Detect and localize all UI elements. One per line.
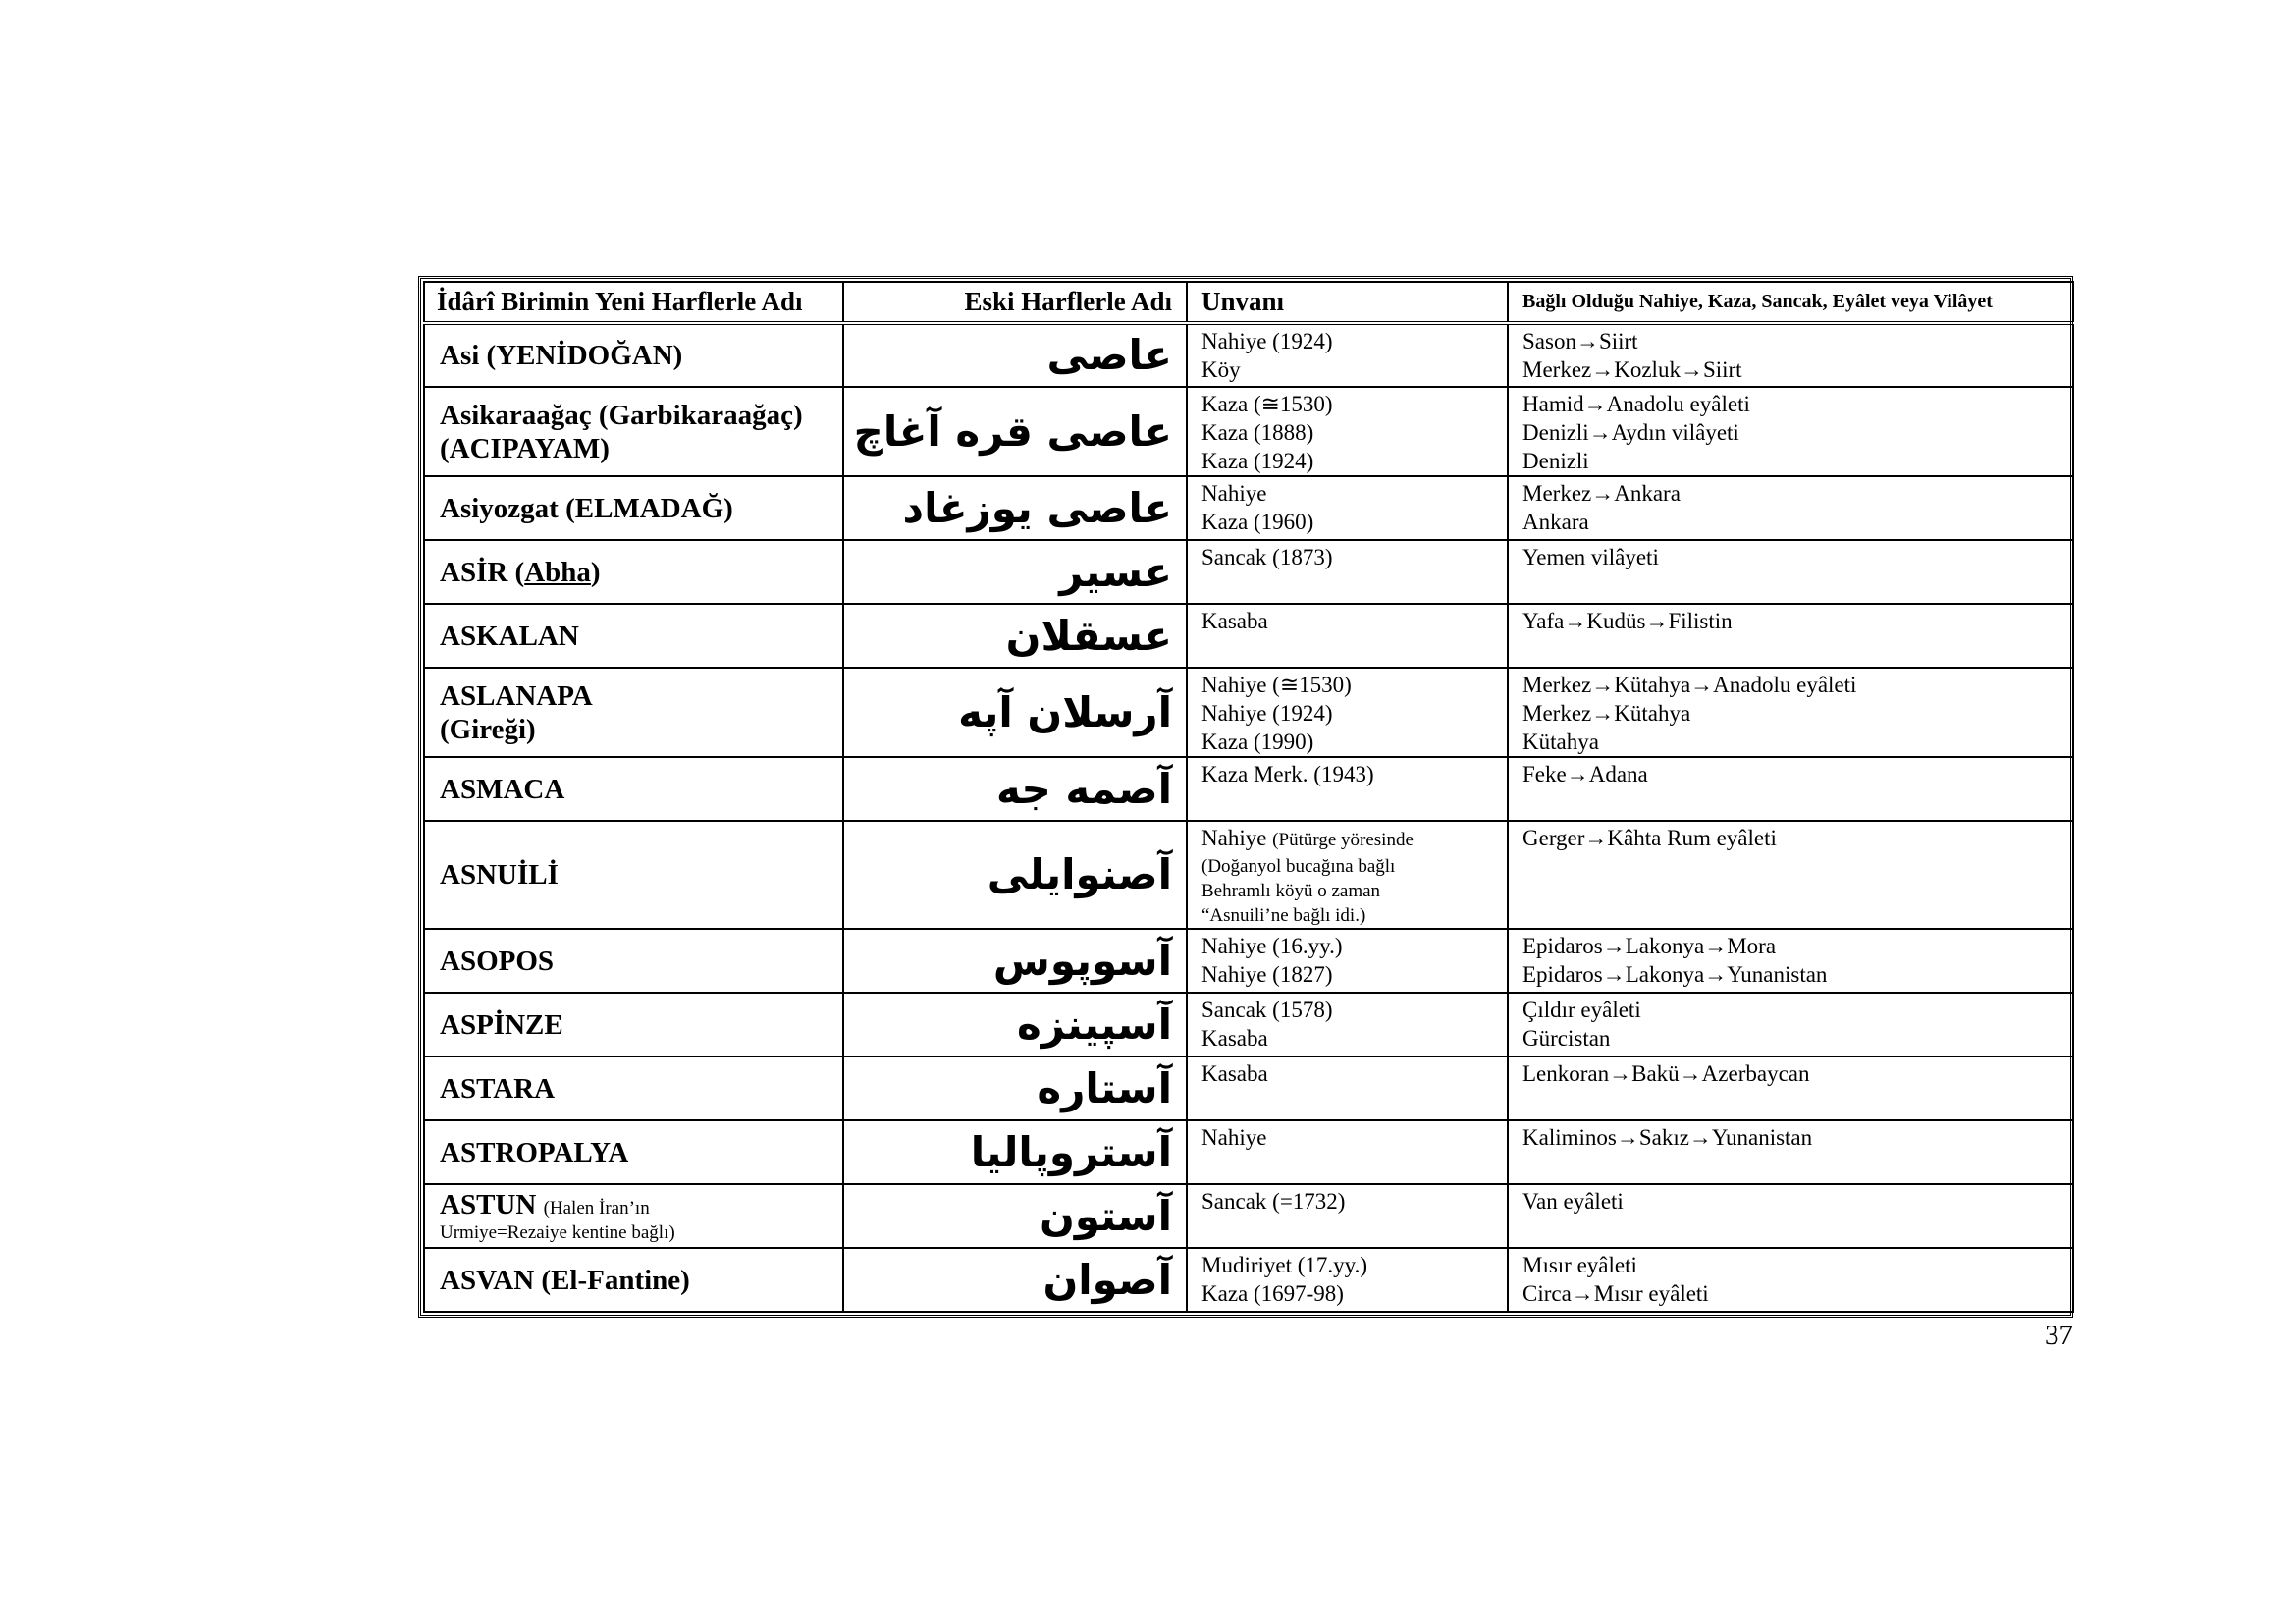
table-row xyxy=(424,993,2073,1056)
unit-affiliation-line: Sason→Siirt xyxy=(1522,329,1638,353)
unit-affiliation-line: Lenkoran→Bakü→Azerbaycan xyxy=(1522,1061,1810,1086)
unit-affiliation-line: Kaliminos→Sakız→Yunanistan xyxy=(1522,1125,1813,1150)
unit-title xyxy=(1187,387,1508,476)
unit-title xyxy=(1187,668,1508,757)
unit-name: ASVAN (El-Fantine) xyxy=(424,1248,843,1312)
unit-affiliation xyxy=(1508,821,2073,929)
unit-affiliation xyxy=(1508,604,2073,668)
unit-affiliation-line: Epidaros→Lakonya→Yunanistan xyxy=(1522,962,1828,987)
unit-title-line: Kaza (1924) xyxy=(1201,449,1314,473)
unit-title xyxy=(1187,1120,1508,1184)
unit-affiliation-line: Denizli→Aydın vilâyeti xyxy=(1522,420,1739,445)
unit-title-line: Nahiye (1924) xyxy=(1201,701,1333,726)
table-row xyxy=(424,668,2073,757)
unit-name xyxy=(424,540,843,604)
unit-affiliation xyxy=(1508,387,2073,476)
unit-name-underlined: Abha xyxy=(524,556,591,588)
unit-affiliation xyxy=(1508,993,2073,1056)
table-row xyxy=(424,821,2073,929)
unit-title-line: Kasaba xyxy=(1201,1026,1268,1051)
unit-affiliation-line: Kütahya xyxy=(1522,730,1599,754)
unit-title-note: “Asnuili’ne bağlı idi.) xyxy=(1201,905,1366,926)
unit-name: Asiyozgat (ELMADAĞ) xyxy=(424,476,843,540)
unit-name-note: (Halen İran’ın xyxy=(543,1197,650,1218)
unit-title-line: Sancak (1578) xyxy=(1201,998,1333,1022)
unit-affiliation xyxy=(1508,323,2073,387)
administrative-units-table-frame xyxy=(418,276,2073,1318)
unit-name: ASTROPALYA xyxy=(424,1120,843,1184)
unit-arabic-name: عسقلان xyxy=(843,604,1187,668)
unit-arabic-name: آسوپوس xyxy=(843,929,1187,993)
table-row xyxy=(424,929,2073,993)
unit-title-line: Sancak (=1732) xyxy=(1201,1189,1346,1214)
unit-name-note: Urmiye=Rezaiye kentine bağlı) xyxy=(440,1221,675,1243)
unit-name: ASOPOS xyxy=(424,929,843,993)
unit-affiliation-line: Ankara xyxy=(1522,510,1589,534)
unit-title-line: Sancak (1873) xyxy=(1201,545,1333,569)
unit-affiliation xyxy=(1508,1184,2073,1248)
unit-affiliation xyxy=(1508,929,2073,993)
unit-title-line: Mudiriyet (17.yy.) xyxy=(1201,1253,1368,1277)
unit-affiliation-line: Hamid→Anadolu eyâleti xyxy=(1522,392,1750,416)
unit-name-main: ASTUN xyxy=(440,1188,537,1220)
header-title: Unvanı xyxy=(1187,282,1508,323)
unit-title xyxy=(1187,476,1508,540)
unit-title xyxy=(1187,1056,1508,1120)
unit-name xyxy=(424,1184,843,1248)
unit-affiliation-line: Feke→Adana xyxy=(1522,762,1648,786)
unit-title-line: Nahiye (16.yy.) xyxy=(1201,934,1343,958)
unit-affiliation xyxy=(1508,757,2073,821)
unit-name: ASNUİLİ xyxy=(424,821,843,929)
unit-affiliation-line: Merkez→Kütahya xyxy=(1522,701,1691,726)
unit-title xyxy=(1187,993,1508,1056)
unit-title-line: Köy xyxy=(1201,357,1241,382)
unit-title-line: Nahiye xyxy=(1201,481,1267,506)
unit-affiliation-line: Merkez→Kütahya→Anadolu eyâleti xyxy=(1522,673,1857,697)
unit-name: ASKALAN xyxy=(424,604,843,668)
unit-title-note: (Pütürge yöresinde xyxy=(1272,830,1414,850)
unit-title-line: Nahiye xyxy=(1201,1125,1267,1150)
unit-arabic-name: عاصى قره آغاچ xyxy=(843,387,1187,476)
unit-arabic-name: آستون xyxy=(843,1184,1187,1248)
header-new-name: İdârî Birimin Yeni Harflerle Adı xyxy=(424,282,843,323)
unit-title xyxy=(1187,604,1508,668)
unit-affiliation-line: Merkez→Kozluk→Siirt xyxy=(1522,357,1742,382)
unit-arabic-name: آرسلان آپه xyxy=(843,668,1187,757)
unit-name: ASPİNZE xyxy=(424,993,843,1056)
unit-affiliation-line: Van eyâleti xyxy=(1522,1189,1624,1214)
table-row xyxy=(424,323,2073,387)
table-row xyxy=(424,757,2073,821)
unit-affiliation-line: Gerger→Kâhta Rum eyâleti xyxy=(1522,826,1777,850)
unit-name-suffix: ) xyxy=(590,556,601,588)
unit-affiliation-line: Yafa→Kudüs→Filistin xyxy=(1522,609,1733,633)
unit-affiliation-line: Çıldır eyâleti xyxy=(1522,998,1641,1022)
unit-arabic-name: عاصى xyxy=(843,323,1187,387)
unit-affiliation-line: Gürcistan xyxy=(1522,1026,1611,1051)
table-row xyxy=(424,476,2073,540)
unit-arabic-name: آسپينزه xyxy=(843,993,1187,1056)
table-row xyxy=(424,1120,2073,1184)
unit-title xyxy=(1187,1248,1508,1312)
unit-title-note: Behramlı köyü o zaman xyxy=(1201,881,1381,901)
unit-title xyxy=(1187,929,1508,993)
table-row xyxy=(424,604,2073,668)
unit-title xyxy=(1187,540,1508,604)
unit-affiliation xyxy=(1508,540,2073,604)
unit-title-line: Kaza (≅1530) xyxy=(1201,392,1333,416)
unit-name xyxy=(424,387,843,476)
unit-affiliation xyxy=(1508,1056,2073,1120)
unit-title-line: Kaza (1960) xyxy=(1201,510,1314,534)
unit-name: ASTARA xyxy=(424,1056,843,1120)
table-header-row xyxy=(424,282,2073,323)
table-row xyxy=(424,540,2073,604)
unit-affiliation xyxy=(1508,1248,2073,1312)
unit-title-line: Kasaba xyxy=(1201,609,1268,633)
unit-title-line: Kaza (1990) xyxy=(1201,730,1314,754)
unit-title-line: Nahiye (1924) xyxy=(1201,329,1333,353)
unit-arabic-name: عسير xyxy=(843,540,1187,604)
administrative-units-table xyxy=(423,281,2074,1313)
unit-arabic-name: آصوان xyxy=(843,1248,1187,1312)
table-row xyxy=(424,387,2073,476)
unit-name-line: (ACIPAYAM) xyxy=(440,432,610,464)
unit-title xyxy=(1187,323,1508,387)
unit-arabic-name: آستروپاليا xyxy=(843,1120,1187,1184)
unit-arabic-name: آصنوايلى xyxy=(843,821,1187,929)
table-row xyxy=(424,1184,2073,1248)
unit-affiliation-line: Epidaros→Lakonya→Mora xyxy=(1522,934,1777,958)
unit-title-note: (Doğanyol bucağına bağlı xyxy=(1201,856,1396,877)
unit-affiliation-line: Denizli xyxy=(1522,449,1589,473)
unit-name-line: Asikaraağaç (Garbikaraağaç) xyxy=(440,399,803,431)
unit-title xyxy=(1187,757,1508,821)
unit-affiliation-line: Mısır eyâleti xyxy=(1522,1253,1637,1277)
unit-affiliation-line: Merkez→Ankara xyxy=(1522,481,1681,506)
unit-title-line: Kaza (1697-98) xyxy=(1201,1281,1344,1306)
unit-name: ASMACA xyxy=(424,757,843,821)
unit-name xyxy=(424,668,843,757)
unit-affiliation-line: Circa→Mısır eyâleti xyxy=(1522,1281,1709,1306)
unit-arabic-name: عاصى يوزغاد xyxy=(843,476,1187,540)
unit-title-line: Kasaba xyxy=(1201,1061,1268,1086)
unit-name-line: (Gireği) xyxy=(440,713,536,745)
unit-title-line: Kaza Merk. (1943) xyxy=(1201,762,1374,786)
unit-name-line: ASLANAPA xyxy=(440,679,593,712)
unit-affiliation-line: Yemen vilâyeti xyxy=(1522,545,1659,569)
unit-affiliation xyxy=(1508,476,2073,540)
unit-title xyxy=(1187,821,1508,929)
unit-name-prefix: ASİR ( xyxy=(440,556,525,588)
page-number: 37 xyxy=(2045,1320,2073,1351)
table-row xyxy=(424,1056,2073,1120)
unit-title-line: Nahiye (≅1530) xyxy=(1201,673,1352,697)
header-affiliation: Bağlı Olduğu Nahiye, Kaza, Sancak, Eyâlet veya Vilâyet xyxy=(1508,282,2073,323)
unit-name: Asi (YENİDOĞAN) xyxy=(424,323,843,387)
unit-affiliation xyxy=(1508,1120,2073,1184)
header-old-name: Eski Harflerle Adı xyxy=(843,282,1187,323)
unit-arabic-name: آستاره xyxy=(843,1056,1187,1120)
unit-title xyxy=(1187,1184,1508,1248)
unit-title-main: Nahiye xyxy=(1201,826,1267,850)
table-row xyxy=(424,1248,2073,1312)
unit-title-line: Nahiye (1827) xyxy=(1201,962,1333,987)
unit-title-line: Kaza (1888) xyxy=(1201,420,1314,445)
unit-arabic-name: آصمه جه xyxy=(843,757,1187,821)
unit-affiliation xyxy=(1508,668,2073,757)
